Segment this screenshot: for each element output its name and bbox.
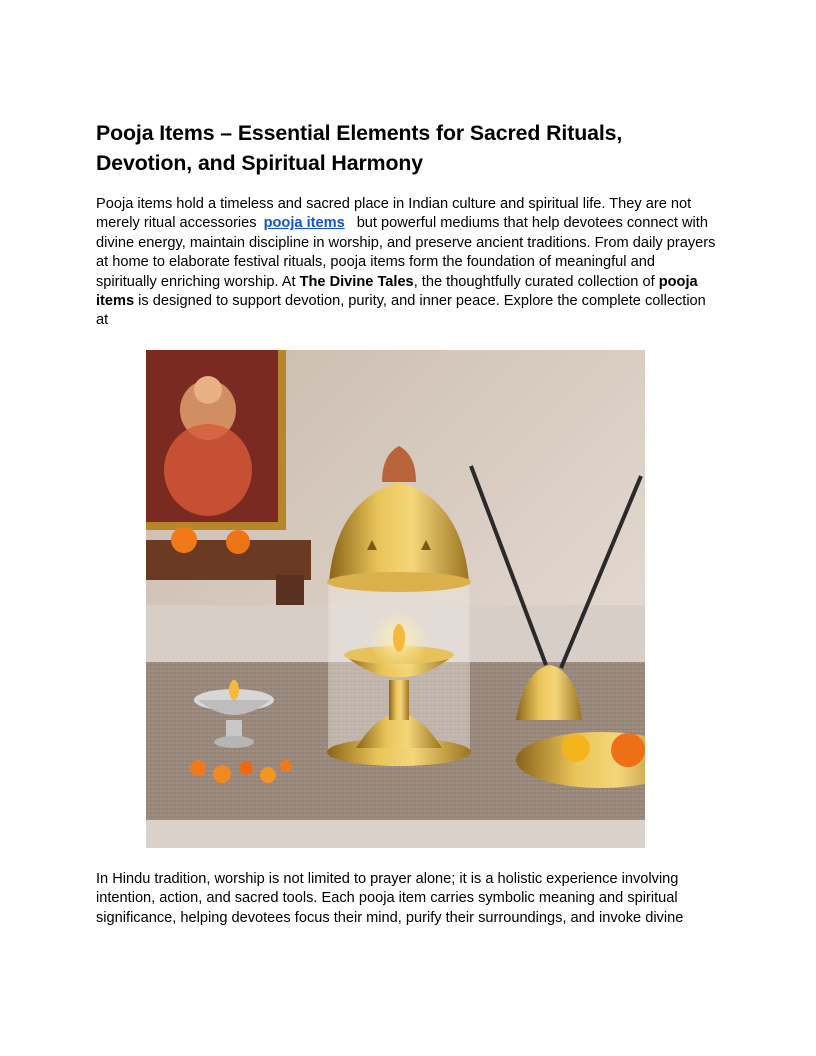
intro-line-6 <box>96 292 715 311</box>
intro-line-4: at home to elaborate festival rituals, pooja items form the foundation of meaningful and <box>96 254 655 271</box>
document-page <box>96 118 722 926</box>
pooja-items-link[interactable]: pooja items <box>263 215 345 232</box>
intro-line-3: divine energy, maintain discipline in worship, and preserve ancient traditions. From daily prayers <box>96 234 716 251</box>
marigold-flower <box>226 530 250 554</box>
product-photo-brass-diya <box>146 350 645 848</box>
intro-line-2 <box>96 214 715 233</box>
brand-name: The Divine Tales <box>299 273 414 290</box>
marigold-flower <box>171 527 197 553</box>
page-title <box>96 118 722 178</box>
intro-line-5-pre: spiritually enriching worship. At <box>96 273 300 290</box>
intro-paragraph <box>96 195 715 331</box>
intro-line-7: at <box>96 312 109 329</box>
bold-pooja: pooja <box>658 273 698 290</box>
body-line-2: intention, action, and sacred tools. Each pooja item carries symbolic meaning and spiritual <box>96 890 678 907</box>
intro-line-6-post: is designed to support devotion, purity, and inner peace. Explore the complete collection <box>134 293 706 310</box>
intro-line-5 <box>96 273 715 292</box>
bold-items: items <box>96 293 135 310</box>
body-line-3: significance, helping devotees focus their mind, purify their surroundings, and invoke divine <box>96 909 684 926</box>
title-line-2: Devotion, and Spiritual Harmony <box>96 151 424 175</box>
photo-illustration <box>146 350 645 848</box>
intro-line-5-mid: , the thoughtfully curated collection of <box>413 273 659 290</box>
framed-deity-picture <box>146 350 286 530</box>
body-paragraph <box>96 870 683 928</box>
body-line-1: In Hindu tradition, worship is not limited to prayer alone; it is a holistic experience involving <box>96 871 679 887</box>
intro-line-1: Pooja items hold a timeless and sacred place in Indian culture and spiritual life. They are not <box>96 196 692 212</box>
title-line-1: Pooja Items – Essential Elements for Sacred Rituals, <box>96 121 623 145</box>
intro-line-2-pre: merely ritual accessories <box>96 215 257 232</box>
intro-line-2-post: but powerful mediums that help devotees connect with <box>356 215 708 232</box>
flame <box>393 624 405 652</box>
